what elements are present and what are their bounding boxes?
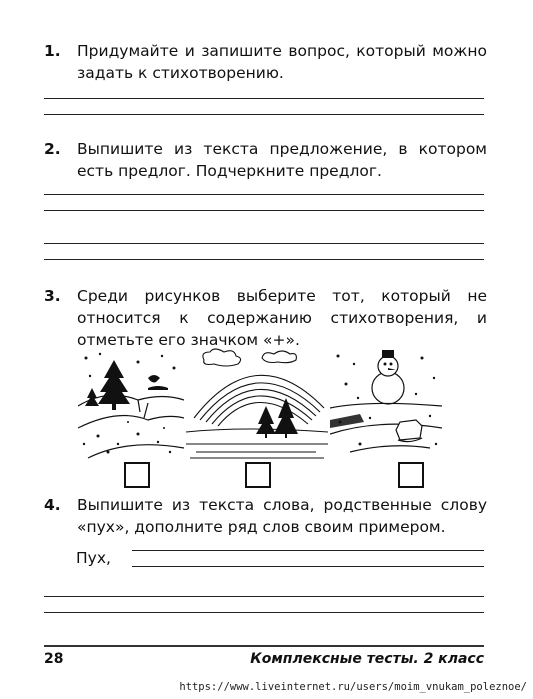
question-number: 3. [44,287,61,305]
answer-line[interactable] [44,210,484,211]
answer-line[interactable] [44,259,484,260]
answer-line[interactable] [44,98,484,99]
question-text: Придумайте и запишите вопрос, который можно задать к стихотворению. [77,42,487,82]
rainbow-picture [186,348,328,460]
answer-line[interactable] [132,550,484,551]
answer-line[interactable] [44,243,484,244]
picture-2-checkbox[interactable] [245,462,271,488]
answer-line[interactable] [44,194,484,195]
picture-1-checkbox[interactable] [124,462,150,488]
answer-line[interactable] [44,612,484,613]
question-text: Выпишите из текста предложение, в котором есть предлог. Подчеркните предлог. [77,140,487,180]
question-text: Среди рисунков выберите тот, который не относится к содержанию стихотворения, и отметьте его значком «+». [77,287,487,349]
footer-title: Комплексные тесты. 2 класс [250,651,484,667]
page-number: 28 [44,651,64,667]
snowman-picture [330,348,442,460]
question-number: 4. [44,496,61,514]
footer-divider [44,645,484,647]
picture-3-checkbox[interactable] [398,462,424,488]
question-number: 1. [44,42,61,60]
answer-prefix: Пух, [76,549,111,567]
answer-line[interactable] [44,596,484,597]
answer-line[interactable] [132,566,484,567]
question-number: 2. [44,140,61,158]
answer-line[interactable] [44,114,484,115]
question-text: Выпишите из текста слова, родственные слову «пух», дополните ряд слов своим примером. [77,496,487,536]
winter-trees-bird-picture [78,348,184,460]
source-url[interactable]: https://www.liveinternet.ru/users/moim_vnukam_poleznoe/ [179,681,527,693]
